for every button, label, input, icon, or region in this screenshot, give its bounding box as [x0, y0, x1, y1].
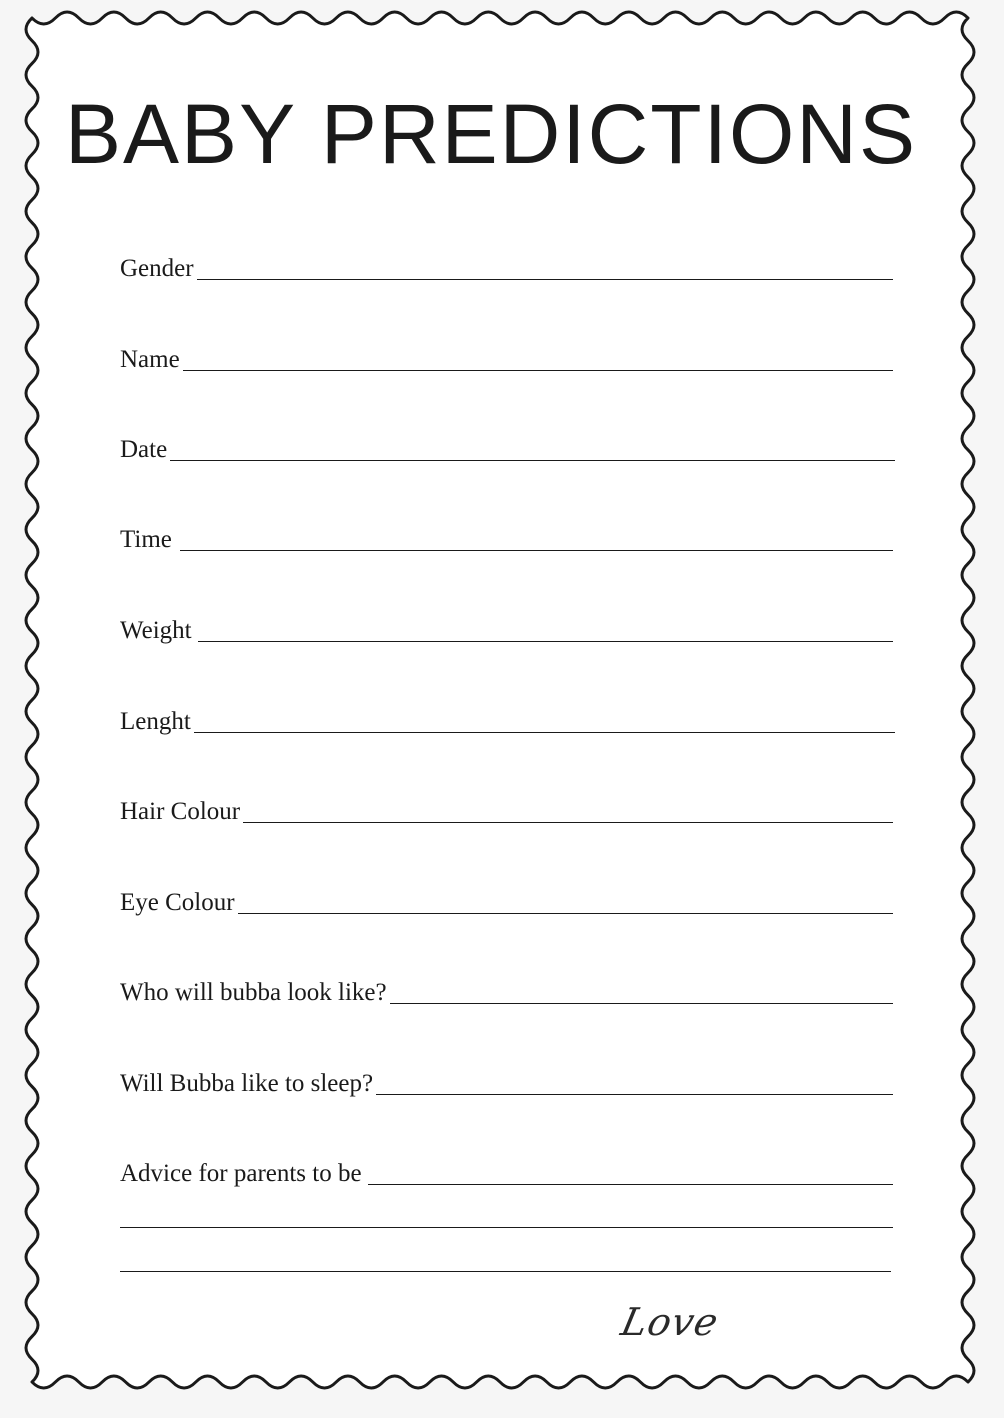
field-label-look-like: Who will bubba look like?: [120, 979, 387, 1006]
answer-line-weight[interactable]: [198, 640, 893, 642]
page-title: BABY PREDICTIONS: [65, 87, 917, 181]
answer-line-advice[interactable]: [368, 1183, 893, 1185]
field-label-sleep: Will Bubba like to sleep?: [120, 1070, 374, 1097]
field-advice: [120, 1161, 893, 1186]
answer-line-length[interactable]: [194, 731, 895, 733]
answer-line-time[interactable]: [180, 549, 893, 551]
field-label-eye-colour: Eye Colour: [120, 889, 235, 916]
field-label-time: Time: [120, 526, 172, 553]
field-look-like: [120, 980, 893, 1005]
field-eye-colour: [120, 890, 893, 915]
field-label-advice: Advice for parents to be: [120, 1160, 362, 1187]
field-date: [120, 437, 895, 462]
field-label-name: Name: [120, 346, 180, 373]
field-label-weight: Weight: [120, 617, 192, 644]
answer-line-hair-colour[interactable]: [243, 821, 893, 823]
answer-line-gender[interactable]: [197, 278, 893, 280]
field-label-length: Lenght: [120, 708, 191, 735]
field-name: [120, 347, 893, 372]
field-label-date: Date: [120, 436, 168, 463]
advice-extra-line-2[interactable]: [120, 1271, 891, 1272]
answer-line-sleep[interactable]: [376, 1093, 893, 1095]
answer-line-eye-colour[interactable]: [238, 912, 893, 914]
answer-line-date[interactable]: [170, 459, 895, 461]
answer-line-look-like[interactable]: [390, 1002, 893, 1004]
field-gender: [120, 256, 893, 281]
love-signature: Love: [617, 1300, 723, 1344]
advice-extra-line-1[interactable]: [120, 1227, 893, 1228]
field-label-gender: Gender: [120, 255, 194, 282]
field-weight: [120, 618, 893, 643]
field-label-hair-colour: Hair Colour: [120, 798, 241, 825]
field-hair-colour: [120, 799, 893, 824]
field-length: [120, 709, 895, 734]
answer-line-name[interactable]: [183, 369, 893, 371]
field-sleep: [120, 1071, 893, 1096]
field-time: [120, 527, 893, 552]
